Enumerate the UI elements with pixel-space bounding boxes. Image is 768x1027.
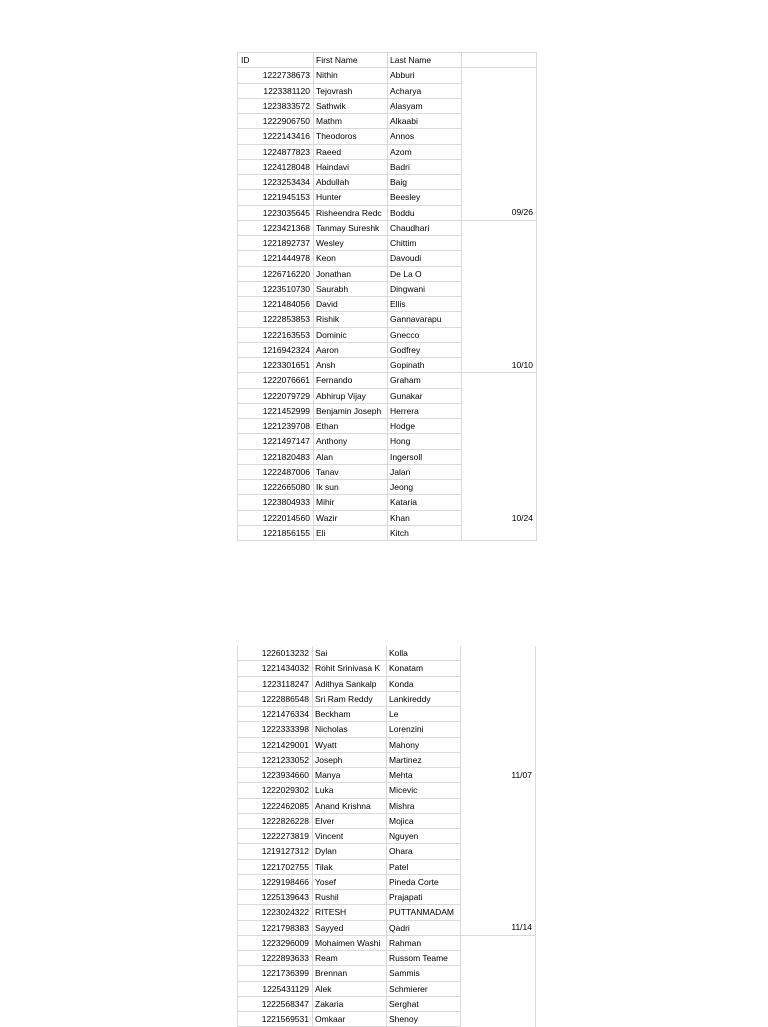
first-name-cell: David	[314, 297, 388, 312]
date-cell	[461, 951, 536, 966]
first-name-cell: Wyatt	[313, 737, 387, 752]
date-cell	[462, 312, 537, 327]
table-row	[238, 859, 536, 874]
table-row	[238, 388, 537, 403]
table-row	[238, 890, 536, 905]
id-cell: 1216942324	[238, 342, 314, 357]
first-name-cell: Elver	[313, 813, 387, 828]
id-cell: 1222029302	[238, 783, 313, 798]
last-name-cell: Martinez	[387, 752, 461, 767]
table-row	[238, 752, 536, 767]
last-name-cell: PUTTANMADAM	[387, 905, 461, 920]
column-header: First Name	[314, 53, 388, 68]
date-cell	[461, 798, 536, 813]
last-name-cell: Gannavarapu	[388, 312, 462, 327]
id-cell: 1222906750	[238, 114, 314, 129]
id-cell: 1222079729	[238, 388, 314, 403]
first-name-cell: Fernando	[314, 373, 388, 388]
id-cell: 1223934660	[238, 768, 313, 783]
last-name-cell: Ingersoll	[388, 449, 462, 464]
table-row	[238, 844, 536, 859]
id-cell: 1221945153	[238, 190, 314, 205]
date-cell	[462, 342, 537, 357]
first-name-cell: Nithin	[314, 68, 388, 83]
header-row	[238, 53, 537, 68]
last-name-cell: Le	[387, 707, 461, 722]
table-row	[238, 68, 537, 83]
id-cell: 1221798383	[238, 920, 313, 935]
roster-table-1	[237, 52, 537, 541]
date-cell	[462, 175, 537, 190]
date-cell	[461, 691, 536, 706]
date-cell	[461, 737, 536, 752]
id-cell: 1223301651	[238, 358, 314, 373]
date-cell	[461, 783, 536, 798]
last-name-cell: Konatam	[387, 661, 461, 676]
date-cell	[462, 449, 537, 464]
last-name-cell: Hodge	[388, 419, 462, 434]
table-row	[238, 996, 536, 1011]
date-cell: 11/14	[461, 920, 536, 935]
last-name-cell: Qadri	[387, 920, 461, 935]
last-name-cell: Beesley	[388, 190, 462, 205]
first-name-cell: Tilak	[313, 859, 387, 874]
id-cell: 1221429001	[238, 737, 313, 752]
date-cell: 10/24	[462, 510, 537, 525]
date-cell	[461, 707, 536, 722]
first-name-cell: Benjamin Joseph	[314, 403, 388, 418]
table-row	[238, 783, 536, 798]
first-name-cell: Rohit Srinivasa K	[313, 661, 387, 676]
first-name-cell: Abdullah	[314, 175, 388, 190]
table-row	[238, 312, 537, 327]
column-header: ID	[238, 53, 314, 68]
last-name-cell: Prajapati	[387, 890, 461, 905]
last-name-cell: Kitch	[388, 525, 462, 540]
first-name-cell: Dominic	[314, 327, 388, 342]
id-cell: 1222076661	[238, 373, 314, 388]
first-name-cell: Wazir	[314, 510, 388, 525]
first-name-cell: Luka	[313, 783, 387, 798]
last-name-cell: Azom	[388, 144, 462, 159]
first-name-cell: Haindavi	[314, 159, 388, 174]
id-cell: 1221497147	[238, 434, 314, 449]
id-cell: 1226013232	[238, 646, 313, 661]
id-cell: 1225139643	[238, 890, 313, 905]
date-cell	[462, 525, 537, 540]
id-cell: 1221892737	[238, 236, 314, 251]
table-row	[238, 190, 537, 205]
date-cell	[461, 844, 536, 859]
date-cell	[462, 281, 537, 296]
table-row	[238, 327, 537, 342]
date-cell	[462, 388, 537, 403]
id-cell: 1223421368	[238, 220, 314, 235]
first-name-cell: Rushil	[313, 890, 387, 905]
table-row	[238, 905, 536, 920]
last-name-cell: Schmierer	[387, 981, 461, 996]
first-name-cell: Dylan	[313, 844, 387, 859]
first-name-cell: Alan	[314, 449, 388, 464]
date-cell	[461, 981, 536, 996]
last-name-cell: Jeong	[388, 480, 462, 495]
date-cell	[461, 661, 536, 676]
id-cell: 1222886548	[238, 691, 313, 706]
table-row	[238, 266, 537, 281]
date-cell	[461, 905, 536, 920]
table-row	[238, 358, 537, 373]
table-row	[238, 646, 536, 661]
id-cell: 1221239708	[238, 419, 314, 434]
last-name-cell: Khan	[388, 510, 462, 525]
table-row	[238, 661, 536, 676]
date-cell	[462, 83, 537, 98]
first-name-cell: Ethan	[314, 419, 388, 434]
date-cell	[461, 752, 536, 767]
first-name-cell: Eli	[314, 525, 388, 540]
last-name-cell: Russom Teame	[387, 951, 461, 966]
first-name-cell: Raeed	[314, 144, 388, 159]
first-name-cell: Beckham	[313, 707, 387, 722]
first-name-cell: Ansh	[314, 358, 388, 373]
id-cell: 1223381120	[238, 83, 314, 98]
last-name-cell: Boddu	[388, 205, 462, 220]
date-cell	[462, 419, 537, 434]
date-cell	[461, 1012, 536, 1027]
column-header: Last Name	[388, 53, 462, 68]
first-name-cell: Brennan	[313, 966, 387, 981]
date-cell: 11/07	[461, 768, 536, 783]
table-row	[238, 1012, 536, 1027]
date-cell	[461, 859, 536, 874]
date-cell: 09/26	[462, 205, 537, 220]
first-name-cell: Wesley	[314, 236, 388, 251]
last-name-cell: Mehta	[387, 768, 461, 783]
id-cell: 1221484056	[238, 297, 314, 312]
id-cell: 1222893633	[238, 951, 313, 966]
last-name-cell: Gnecco	[388, 327, 462, 342]
last-name-cell: Annos	[388, 129, 462, 144]
table-row	[238, 813, 536, 828]
table-row	[238, 798, 536, 813]
id-cell: 1221233052	[238, 752, 313, 767]
id-cell: 1223035645	[238, 205, 314, 220]
first-name-cell: Theodoros	[314, 129, 388, 144]
last-name-cell: Rahman	[387, 935, 461, 950]
last-name-cell: Gunakar	[388, 388, 462, 403]
table-row	[238, 159, 537, 174]
first-name-cell: Mohaimen Washi	[313, 935, 387, 950]
first-name-cell: Omkaar	[313, 1012, 387, 1027]
date-cell	[461, 676, 536, 691]
last-name-cell: Badri	[388, 159, 462, 174]
id-cell: 1229198466	[238, 874, 313, 889]
date-cell	[462, 159, 537, 174]
roster-table-2	[237, 646, 536, 1027]
first-name-cell: Risheendra Redc	[314, 205, 388, 220]
last-name-cell: Abburi	[388, 68, 462, 83]
date-cell	[462, 236, 537, 251]
first-name-cell: Sai	[313, 646, 387, 661]
first-name-cell: Alek	[313, 981, 387, 996]
date-cell	[461, 813, 536, 828]
id-cell: 1223253434	[238, 175, 314, 190]
table-row	[238, 205, 537, 220]
id-cell: 1222826228	[238, 813, 313, 828]
last-name-cell: Davoudi	[388, 251, 462, 266]
date-cell	[461, 996, 536, 1011]
date-cell	[462, 68, 537, 83]
column-header	[462, 53, 537, 68]
table-row	[238, 966, 536, 981]
id-cell: 1223804933	[238, 495, 314, 510]
first-name-cell: Ream	[313, 951, 387, 966]
date-cell	[461, 829, 536, 844]
date-cell	[462, 297, 537, 312]
table-row	[238, 935, 536, 950]
id-cell: 1222462085	[238, 798, 313, 813]
table-row	[238, 691, 536, 706]
id-cell: 1223833572	[238, 98, 314, 113]
id-cell: 1222665080	[238, 480, 314, 495]
date-cell	[462, 373, 537, 388]
first-name-cell: Zakaria	[313, 996, 387, 1011]
id-cell: 1221736399	[238, 966, 313, 981]
date-cell	[462, 98, 537, 113]
table-row	[238, 722, 536, 737]
id-cell: 1224128048	[238, 159, 314, 174]
last-name-cell: Hong	[388, 434, 462, 449]
date-cell	[462, 403, 537, 418]
first-name-cell: Sathwik	[314, 98, 388, 113]
last-name-cell: Kolla	[387, 646, 461, 661]
last-name-cell: Ellis	[388, 297, 462, 312]
id-cell: 1221569531	[238, 1012, 313, 1027]
first-name-cell: Jonathan	[314, 266, 388, 281]
id-cell: 1222487006	[238, 464, 314, 479]
date-cell	[462, 114, 537, 129]
last-name-cell: Acharya	[388, 83, 462, 98]
first-name-cell: Mihir	[314, 495, 388, 510]
table-row	[238, 434, 537, 449]
first-name-cell: Manya	[313, 768, 387, 783]
date-cell	[462, 434, 537, 449]
date-cell	[462, 266, 537, 281]
first-name-cell: Keon	[314, 251, 388, 266]
table-row	[238, 114, 537, 129]
first-name-cell: Mathm	[314, 114, 388, 129]
last-name-cell: Godfrey	[388, 342, 462, 357]
table-row	[238, 98, 537, 113]
id-cell: 1221476334	[238, 707, 313, 722]
last-name-cell: Alasyam	[388, 98, 462, 113]
last-name-cell: Pineda Corte	[387, 874, 461, 889]
first-name-cell: Rishik	[314, 312, 388, 327]
date-cell	[462, 464, 537, 479]
last-name-cell: Mahony	[387, 737, 461, 752]
last-name-cell: Gopinath	[388, 358, 462, 373]
date-cell	[461, 722, 536, 737]
last-name-cell: Mishra	[387, 798, 461, 813]
last-name-cell: Herrera	[388, 403, 462, 418]
table-row	[238, 419, 537, 434]
last-name-cell: Patel	[387, 859, 461, 874]
last-name-cell: Chaudhari	[388, 220, 462, 235]
table-row	[238, 920, 536, 935]
last-name-cell: Baig	[388, 175, 462, 190]
id-cell: 1221702755	[238, 859, 313, 874]
first-name-cell: Hunter	[314, 190, 388, 205]
table-row	[238, 373, 537, 388]
first-name-cell: Aaron	[314, 342, 388, 357]
date-cell	[462, 495, 537, 510]
id-cell: 1224877823	[238, 144, 314, 159]
table-row	[238, 951, 536, 966]
first-name-cell: Tejovrash	[314, 83, 388, 98]
last-name-cell: Konda	[387, 676, 461, 691]
last-name-cell: Sammis	[387, 966, 461, 981]
id-cell: 1223024322	[238, 905, 313, 920]
first-name-cell: Saurabh	[314, 281, 388, 296]
table-row	[238, 129, 537, 144]
table-row	[238, 981, 536, 996]
table-row	[238, 403, 537, 418]
id-cell: 1222143416	[238, 129, 314, 144]
last-name-cell: Nguyen	[387, 829, 461, 844]
date-cell	[461, 874, 536, 889]
table-row	[238, 236, 537, 251]
table-row	[238, 220, 537, 235]
table-row	[238, 342, 537, 357]
id-cell: 1226716220	[238, 266, 314, 281]
table-row	[238, 676, 536, 691]
table-row	[238, 83, 537, 98]
table-row	[238, 480, 537, 495]
first-name-cell: Tanav	[314, 464, 388, 479]
id-cell: 1219127312	[238, 844, 313, 859]
last-name-cell: Serghat	[387, 996, 461, 1011]
last-name-cell: Jalan	[388, 464, 462, 479]
table-row	[238, 297, 537, 312]
date-cell	[461, 966, 536, 981]
first-name-cell: Abhirup Vijay	[314, 388, 388, 403]
first-name-cell: Sayyed	[313, 920, 387, 935]
date-cell	[462, 129, 537, 144]
date-cell	[461, 935, 536, 950]
table-row	[238, 768, 536, 783]
first-name-cell: Nicholas	[313, 722, 387, 737]
id-cell: 1221434032	[238, 661, 313, 676]
date-cell	[462, 327, 537, 342]
id-cell: 1221452999	[238, 403, 314, 418]
id-cell: 1223510730	[238, 281, 314, 296]
id-cell: 1222568347	[238, 996, 313, 1011]
last-name-cell: Kataria	[388, 495, 462, 510]
table-row	[238, 707, 536, 722]
last-name-cell: Alkaabi	[388, 114, 462, 129]
last-name-cell: Shenoy	[387, 1012, 461, 1027]
table-row	[238, 737, 536, 752]
id-cell: 1223118247	[238, 676, 313, 691]
date-cell	[462, 251, 537, 266]
table-row	[238, 175, 537, 190]
table-row	[238, 449, 537, 464]
first-name-cell: Yosef	[313, 874, 387, 889]
table-row	[238, 251, 537, 266]
last-name-cell: Chittim	[388, 236, 462, 251]
last-name-cell: Mojica	[387, 813, 461, 828]
table-row	[238, 281, 537, 296]
id-cell: 1225431129	[238, 981, 313, 996]
id-cell: 1222738673	[238, 68, 314, 83]
table-row	[238, 144, 537, 159]
id-cell: 1222273819	[238, 829, 313, 844]
first-name-cell: RITESH	[313, 905, 387, 920]
table-row	[238, 874, 536, 889]
last-name-cell: Graham	[388, 373, 462, 388]
last-name-cell: Lankireddy	[387, 691, 461, 706]
id-cell: 1221820483	[238, 449, 314, 464]
id-cell: 1222163553	[238, 327, 314, 342]
date-cell	[462, 190, 537, 205]
table-row	[238, 829, 536, 844]
date-cell	[462, 480, 537, 495]
id-cell: 1221444978	[238, 251, 314, 266]
id-cell: 1222853853	[238, 312, 314, 327]
table-row	[238, 525, 537, 540]
last-name-cell: De La O	[388, 266, 462, 281]
first-name-cell: Anthony	[314, 434, 388, 449]
date-cell	[461, 890, 536, 905]
last-name-cell: Dingwani	[388, 281, 462, 296]
date-cell	[462, 220, 537, 235]
date-cell	[462, 144, 537, 159]
id-cell: 1221856155	[238, 525, 314, 540]
table-row	[238, 510, 537, 525]
first-name-cell: Sri Ram Reddy	[313, 691, 387, 706]
table-row	[238, 495, 537, 510]
id-cell: 1222014560	[238, 510, 314, 525]
first-name-cell: Tanmay Sureshk	[314, 220, 388, 235]
table-row	[238, 464, 537, 479]
id-cell: 1223296009	[238, 935, 313, 950]
id-cell: 1222333398	[238, 722, 313, 737]
date-cell: 10/10	[462, 358, 537, 373]
date-cell	[461, 646, 536, 661]
first-name-cell: Joseph	[313, 752, 387, 767]
last-name-cell: Ohara	[387, 844, 461, 859]
last-name-cell: Lorenzini	[387, 722, 461, 737]
first-name-cell: Ik sun	[314, 480, 388, 495]
first-name-cell: Adithya Sankalp	[313, 676, 387, 691]
first-name-cell: Anand Krishna	[313, 798, 387, 813]
first-name-cell: Vincent	[313, 829, 387, 844]
last-name-cell: Micevic	[387, 783, 461, 798]
